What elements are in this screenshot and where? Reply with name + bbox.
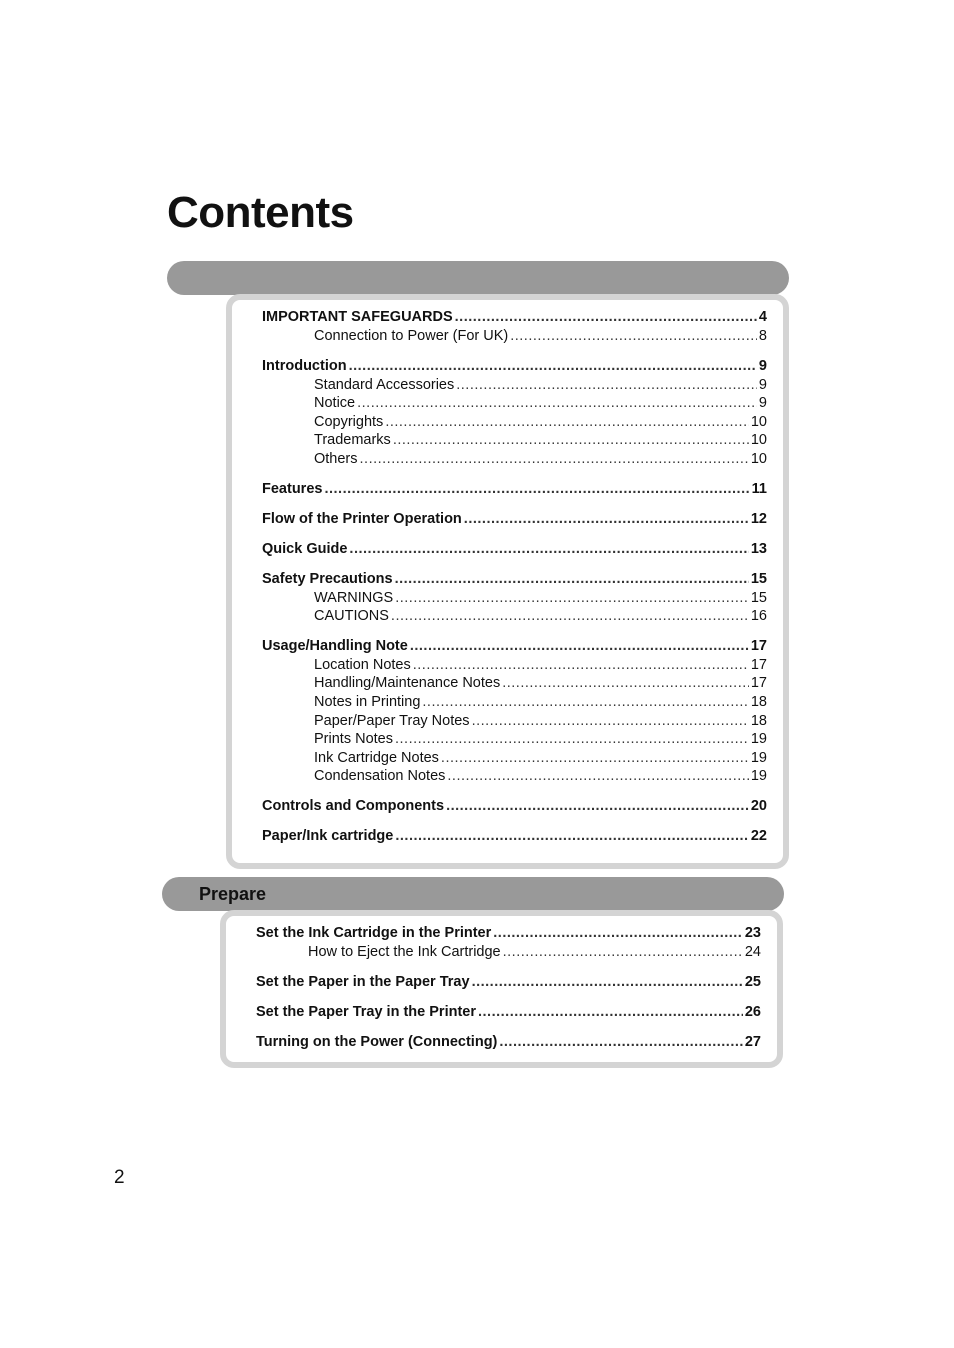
toc-entry[interactable] [262, 797, 767, 816]
toc-entry-title: Introduction [262, 357, 347, 374]
toc-page-number: 17 [750, 656, 767, 673]
dot-leader [503, 943, 743, 962]
toc-entry[interactable] [256, 1003, 761, 1022]
toc-entry[interactable] [256, 973, 761, 992]
toc-page-number: 10 [750, 432, 767, 449]
toc-page-number: 10 [750, 413, 767, 430]
toc-subentry[interactable] [262, 730, 767, 749]
toc-entry-title: Others [314, 450, 358, 467]
toc-group [262, 357, 767, 469]
dot-leader [472, 973, 743, 992]
dot-leader [464, 510, 749, 529]
toc-page-number: 18 [750, 712, 767, 729]
toc-subentry[interactable] [262, 431, 767, 450]
toc-subentry[interactable] [262, 656, 767, 675]
toc-page-number: 23 [744, 925, 761, 941]
dot-leader [357, 394, 757, 413]
toc-page-number: 15 [750, 589, 767, 606]
toc-group [262, 540, 767, 559]
toc-page-number: 27 [744, 1033, 761, 1050]
toc-entry-title: Usage/Handling Note [262, 637, 408, 654]
page-title: Contents [167, 188, 354, 237]
toc-page-number: 9 [758, 376, 767, 393]
toc-entry-title: Controls and Components [262, 797, 445, 814]
toc-group [256, 924, 761, 962]
dot-leader [391, 607, 749, 626]
toc-page-number: 17 [750, 637, 767, 654]
section-header-bar: Prepare [162, 877, 784, 911]
toc-entry-title: Set the Ink Cartridge in the Printer [256, 925, 492, 941]
toc-entry-title: Set the Paper in the Paper Tray [256, 973, 470, 990]
toc-entry-title: Standard Accessories [314, 376, 455, 393]
toc-subentry[interactable] [262, 376, 767, 395]
toc-entry-title: Notice [314, 395, 356, 412]
toc-page-number: 13 [750, 540, 767, 557]
dot-leader [395, 570, 749, 589]
toc-entry[interactable] [262, 308, 767, 327]
toc-entry-title: How to Eject the Ink Cartridge [308, 944, 501, 960]
toc-entry[interactable] [262, 480, 767, 499]
toc-subentry[interactable] [262, 450, 767, 469]
toc-subentry[interactable] [262, 674, 767, 693]
toc-page-number: 10 [750, 450, 767, 467]
toc-page-number: 4 [758, 309, 767, 325]
toc-entry-title: Trademarks [314, 432, 391, 449]
toc-group [262, 797, 767, 816]
toc-entry[interactable] [262, 637, 767, 656]
toc-entry-title: Features [262, 480, 323, 497]
toc-entry[interactable] [262, 540, 767, 559]
dot-leader [446, 797, 749, 816]
toc-group [262, 827, 767, 846]
toc-page-number: 16 [750, 608, 767, 625]
dot-leader [395, 827, 749, 846]
toc-group [262, 570, 767, 626]
dot-leader [385, 413, 749, 432]
toc-entry-title: Paper/Paper Tray Notes [314, 712, 470, 729]
toc-section-box [220, 910, 783, 1068]
dot-leader [447, 767, 748, 786]
toc-group [262, 480, 767, 499]
dot-leader [510, 327, 757, 346]
toc-page-number: 19 [750, 749, 767, 766]
toc-subentry[interactable] [262, 589, 767, 608]
toc-entry-title: Notes in Printing [314, 693, 421, 710]
dot-leader [349, 540, 748, 559]
toc-subentry[interactable] [262, 327, 767, 346]
toc-entry[interactable] [256, 924, 761, 943]
toc-entry-title: Ink Cartridge Notes [314, 749, 439, 766]
toc-entry-title: Flow of the Printer Operation [262, 510, 462, 527]
toc-page-number: 24 [744, 944, 761, 960]
dot-leader [410, 637, 749, 656]
toc-page-number: 12 [750, 510, 767, 527]
toc-entry-title: IMPORTANT SAFEGUARDS [262, 309, 453, 325]
section-header-bar [167, 261, 789, 295]
dot-leader [360, 450, 749, 469]
dot-leader [413, 656, 749, 675]
toc-page-number: 20 [750, 797, 767, 814]
dot-leader [493, 924, 743, 943]
dot-leader [395, 589, 749, 608]
toc-entry-title: CAUTIONS [314, 608, 389, 625]
toc-group [256, 1033, 761, 1052]
toc-entry-title: Turning on the Power (Connecting) [256, 1033, 498, 1050]
toc-entry[interactable] [262, 510, 767, 529]
toc-entry-title: Connection to Power (For UK) [314, 328, 509, 344]
dot-leader [499, 1033, 742, 1052]
dot-leader [324, 480, 749, 499]
toc-section-box [226, 294, 789, 869]
toc-page-number: 25 [744, 973, 761, 990]
toc-entry-title: Quick Guide [262, 540, 348, 557]
dot-leader [502, 674, 749, 693]
dot-leader [422, 693, 748, 712]
toc-subentry[interactable] [262, 749, 767, 768]
dot-leader [441, 749, 749, 768]
toc-subentry[interactable] [256, 943, 761, 962]
toc-page-number: 19 [750, 768, 767, 785]
toc-subentry[interactable] [262, 607, 767, 626]
toc-page-number: 18 [750, 693, 767, 710]
toc-entry-title: WARNINGS [314, 589, 394, 606]
dot-leader [456, 376, 757, 395]
dot-leader [395, 730, 749, 749]
toc-entry-title: Location Notes [314, 656, 411, 673]
toc-page-number: 26 [744, 1003, 761, 1020]
toc-page-number: 9 [758, 357, 767, 374]
toc-group [262, 510, 767, 529]
toc-page-number: 11 [751, 480, 767, 497]
toc-page-number: 9 [758, 395, 767, 412]
toc-subentry[interactable] [262, 413, 767, 432]
toc-entry-title: Condensation Notes [314, 768, 446, 785]
toc-entry-title: Handling/Maintenance Notes [314, 675, 501, 692]
dot-leader [349, 357, 757, 376]
dot-leader [472, 712, 749, 731]
toc-entry[interactable] [262, 357, 767, 376]
toc-group [262, 308, 767, 346]
toc-page-number: 15 [750, 570, 767, 587]
toc-group [256, 973, 761, 992]
toc-entry-title: Prints Notes [314, 731, 393, 748]
toc-page-number: 17 [750, 675, 767, 692]
toc-subentry[interactable] [262, 394, 767, 413]
toc-subentry[interactable] [262, 767, 767, 786]
dot-leader [455, 308, 757, 327]
toc-entry-title: Paper/Ink cartridge [262, 827, 394, 844]
toc-subentry[interactable] [262, 693, 767, 712]
page-number: 2 [114, 1167, 125, 1188]
toc-entry-title: Safety Precautions [262, 570, 393, 587]
toc-subentry[interactable] [262, 712, 767, 731]
toc-page-number: 22 [750, 827, 767, 844]
toc-entry[interactable] [262, 570, 767, 589]
toc-page-number: 19 [750, 731, 767, 748]
dot-leader [393, 431, 749, 450]
toc-group [256, 1003, 761, 1022]
toc-entry-title: Set the Paper Tray in the Printer [256, 1003, 476, 1020]
toc-entry-title: Copyrights [314, 413, 384, 430]
toc-page-number: 8 [758, 328, 767, 344]
toc-entry[interactable] [256, 1033, 761, 1052]
toc-entry[interactable] [262, 827, 767, 846]
dot-leader [478, 1003, 743, 1022]
toc-group [262, 637, 767, 786]
